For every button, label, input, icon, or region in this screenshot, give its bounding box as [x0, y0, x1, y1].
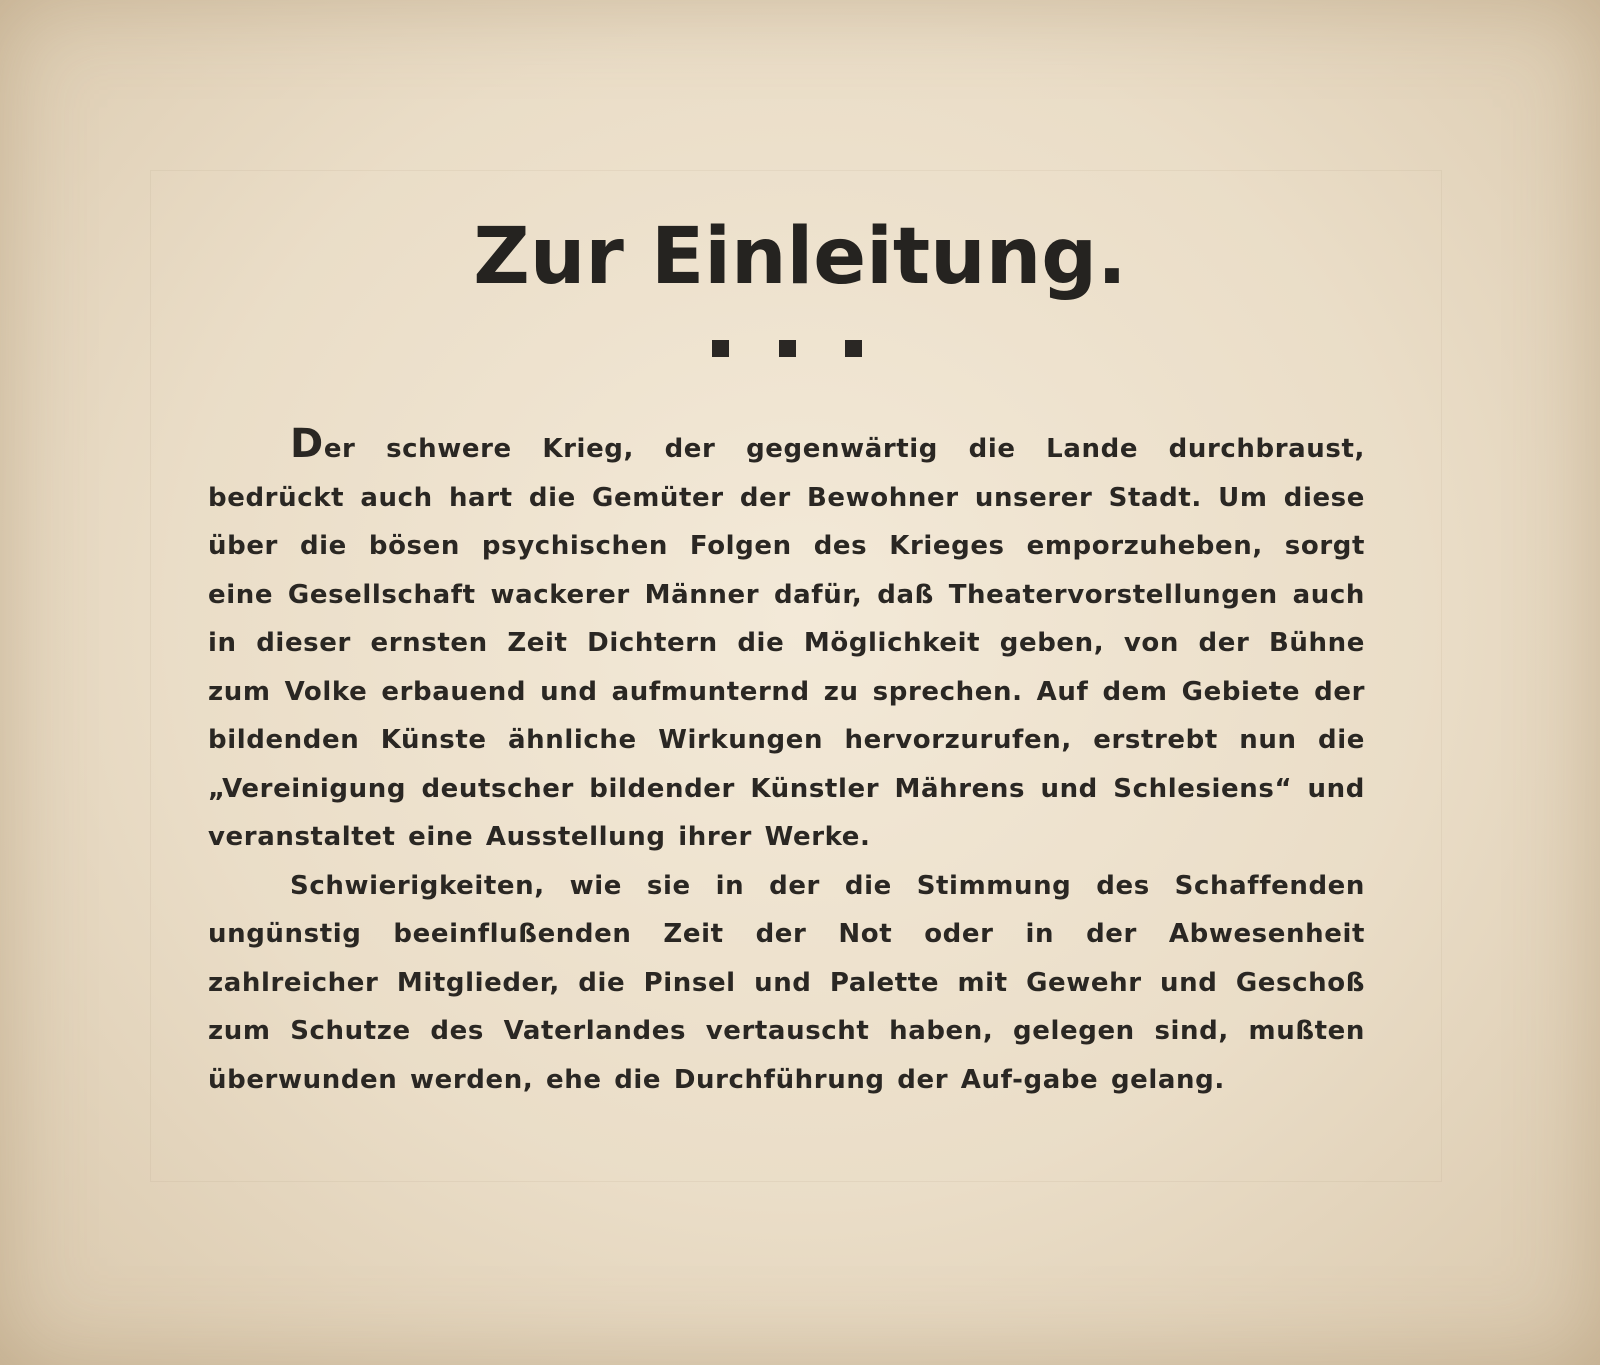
page-title: Zur Einleitung. [473, 212, 1127, 302]
paragraph-2 [208, 862, 1365, 1105]
ornament-divider [712, 340, 862, 360]
body-text [208, 421, 1365, 1104]
paragraph-1 [208, 421, 1365, 862]
ornament-square-3 [845, 340, 862, 357]
paragraph-2-text: Schwierigkeiten, wie sie in der die Stimmung des Schaffenden ungünstig beeinflußenden Zeit der Not oder in der Abwesenheit zahlreicher Mitglieder, die Pinsel und Palette mit Gewehr und Geschoß zum Schutze des Vaterlandes vertauscht haben, gelegen sind, mußten überwunden werden, ehe die Durchführung der Auf-gabe gelang. [208, 870, 1365, 1095]
drop-initial: D [290, 421, 324, 467]
ornament-square-2 [779, 340, 796, 357]
ornament-square-1 [712, 340, 729, 357]
paragraph-1-text: er schwere Krieg, der gegenwärtig die Lande durchbraust, bedrückt auch hart die Gemüter der Bewohner unserer Stadt. Um diese über die bösen psychischen Folgen des Krieges emporzuheben, sorgt eine Gesellschaft wackerer Männer dafür, daß Theatervorstellungen auch in dieser ernsten Zeit Dichtern die Möglichkeit geben, von der Bühne zum Volke erbauend und aufmunternd zu sprechen. Auf dem Gebiete der bildenden Künste ähnliche Wirkungen hervorzurufen, erstrebt nun die „Vereinigung deutscher bildender Künstler Mährens und Schlesiens“ und veranstaltet eine Ausstellung ihrer Werke. [208, 434, 1365, 852]
